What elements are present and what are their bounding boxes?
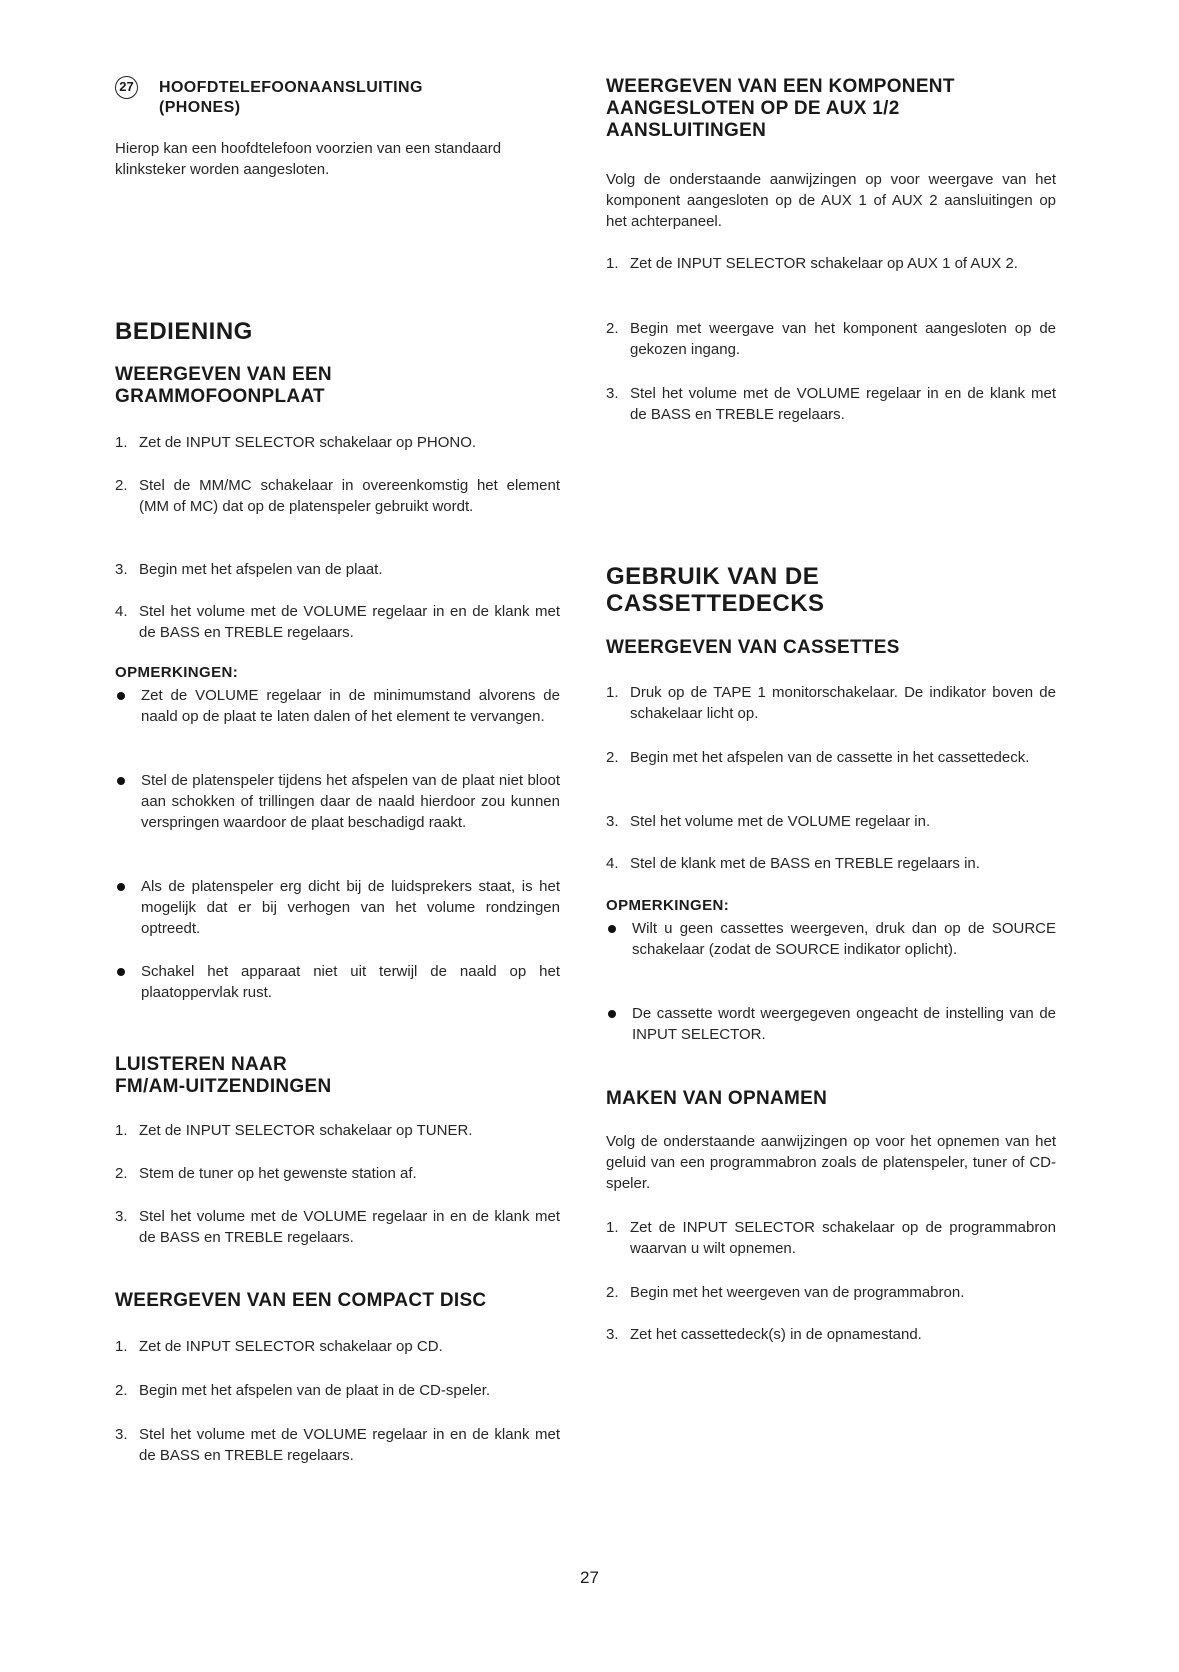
recording-intro: Volg de onderstaande aanwijzingen op voor het opnemen van het geluid van een programmabron zoals de platenspeler, tuner of CD-speler. xyxy=(606,1133,1056,1192)
phono-step-1: 1. Zet de INPUT SELECTOR schakelaar op PHONO. xyxy=(115,434,477,451)
recording-section xyxy=(606,1088,1056,1110)
cassette-step-4: 4. Stel de klank met de BASS en TREBLE regelaars in. xyxy=(606,855,980,872)
phono-step-2: 2. Stel de MM/MC schakelaar in overeenkomstig het element (MM of MC) dat op de platenspeler gebruikt wordt. xyxy=(115,477,560,515)
cassette-step-3: 3. Stel het volume met de VOLUME regelaar in. xyxy=(606,813,931,830)
phono-note-4: Schakel het apparaat niet uit terwijl de naald op het plaatoppervlak rust. xyxy=(115,961,560,1003)
phono-title: WEERGEVEN VAN EEN GRAMMOFOONPLAAT xyxy=(115,364,332,407)
tuner-step-3: 3. Stel het volume met de VOLUME regelaar in en de klank met de BASS en TREBLE regelaars. xyxy=(115,1208,560,1246)
cassette-section xyxy=(606,563,1056,617)
bullet-icon xyxy=(117,777,125,785)
cassette-note-2: De cassette wordt weergegeven ongeacht de instelling van de INPUT SELECTOR. xyxy=(606,1003,1056,1045)
recording-step-2: 2. Begin met het weergeven van de programmabron. xyxy=(606,1284,965,1301)
phono-note-1: Zet de VOLUME regelaar in de minimumstand alvorens de naald op de plaat te laten dalen of het element te vervangen. xyxy=(115,685,560,727)
cd-step-3: 3. Stel het volume met de VOLUME regelaar in en de klank met de BASS en TREBLE regelaars. xyxy=(115,1426,560,1464)
cassette-step-1: 1. Druk op de TAPE 1 monitorschakelaar. De indikator boven de schakelaar licht op. xyxy=(606,684,1056,722)
aux-intro: Volg de onderstaande aanwijzingen op voor weergave van het komponent aangesloten op de AUX 1 of AUX 2 aansluitingen op het achterpaneel. xyxy=(606,171,1056,230)
cd-step-1: 1. Zet de INPUT SELECTOR schakelaar op CD. xyxy=(115,1338,443,1355)
tuner-section xyxy=(115,1054,560,1098)
cassette-step-2: 2. Begin met het afspelen van de cassette in het cassettedeck. xyxy=(606,749,1030,766)
bediening-title: BEDIENING xyxy=(115,318,253,345)
phono-step-4: 4. Stel het volume met de VOLUME regelaar in en de klank met de BASS en TREBLE regelaars. xyxy=(115,603,560,641)
bediening-section xyxy=(115,318,560,345)
phono-step-3: 3. Begin met het afspelen van de plaat. xyxy=(115,561,383,578)
tuner-step-1: 1. Zet de INPUT SELECTOR schakelaar op TUNER. xyxy=(115,1122,473,1139)
cassette-playback-title: WEERGEVEN VAN CASSETTES xyxy=(606,637,900,658)
recording-step-3: 3. Zet het cassettedeck(s) in de opnamestand. xyxy=(606,1326,922,1343)
bullet-icon xyxy=(608,925,616,933)
cassette-notes-title: OPMERKINGEN: xyxy=(606,897,730,914)
bullet-icon xyxy=(608,1010,616,1018)
aux-title: WEERGEVEN VAN EEN KOMPONENT AANGESLOTEN OP DE AUX 1/2 AANSLUITINGEN xyxy=(606,76,955,141)
cassette-playback-section xyxy=(606,637,1056,659)
page-number: 27 xyxy=(580,1568,599,1587)
recording-title: MAKEN VAN OPNAMEN xyxy=(606,1088,828,1109)
bullet-icon xyxy=(117,968,125,976)
aux-step-1: 1. Zet de INPUT SELECTOR schakelaar op AUX 1 of AUX 2. xyxy=(606,255,1018,272)
bullet-icon xyxy=(117,692,125,700)
cd-section xyxy=(115,1290,560,1312)
aux-step-3: 3. Stel het volume met de VOLUME regelaar in en de klank met de BASS en TREBLE regelaars. xyxy=(606,385,1056,423)
phones-title: HOOFDTELEFOONAANSLUITING (PHONES) xyxy=(159,79,423,116)
cassette-title: GEBRUIK VAN DE CASSETTEDECKS xyxy=(606,563,825,617)
recording-step-1: 1. Zet de INPUT SELECTOR schakelaar op de programmabron waarvan u wilt opnemen. xyxy=(606,1219,1056,1257)
section-number-badge: 27 xyxy=(115,76,138,99)
phones-text: Hierop kan een hoofdtelefoon voorzien van een standaard klinksteker worden aangesloten. xyxy=(115,140,502,178)
bullet-icon xyxy=(117,883,125,891)
cd-step-2: 2. Begin met het afspelen van de plaat in de CD-speler. xyxy=(115,1382,491,1399)
phono-note-2: Stel de platenspeler tijdens het afspelen van de plaat niet bloot aan schokken of trillingen daar de naald hierdoor zou kunnen verspringen waardoor de plaat beschadigd raakt. xyxy=(115,770,560,833)
cassette-note-1: Wilt u geen cassettes weergeven, druk dan op de SOURCE schakelaar (zodat de SOURCE indikator oplicht). xyxy=(606,918,1056,960)
phones-section xyxy=(115,78,560,180)
aux-section xyxy=(606,76,1056,142)
phono-notes-title: OPMERKINGEN: xyxy=(115,664,239,681)
cd-title: WEERGEVEN VAN EEN COMPACT DISC xyxy=(115,1290,487,1311)
tuner-step-2: 2. Stem de tuner op het gewenste station af. xyxy=(115,1165,417,1182)
aux-step-2: 2. Begin met weergave van het komponent aangesloten op de gekozen ingang. xyxy=(606,320,1056,358)
phono-section xyxy=(115,364,560,408)
phono-note-3: Als de platenspeler erg dicht bij de luidsprekers staat, is het mogelijk dat er bij verhogen van het volume rondzingen optreedt. xyxy=(115,876,560,939)
tuner-title: LUISTEREN NAAR FM/AM-UITZENDINGEN xyxy=(115,1054,332,1097)
